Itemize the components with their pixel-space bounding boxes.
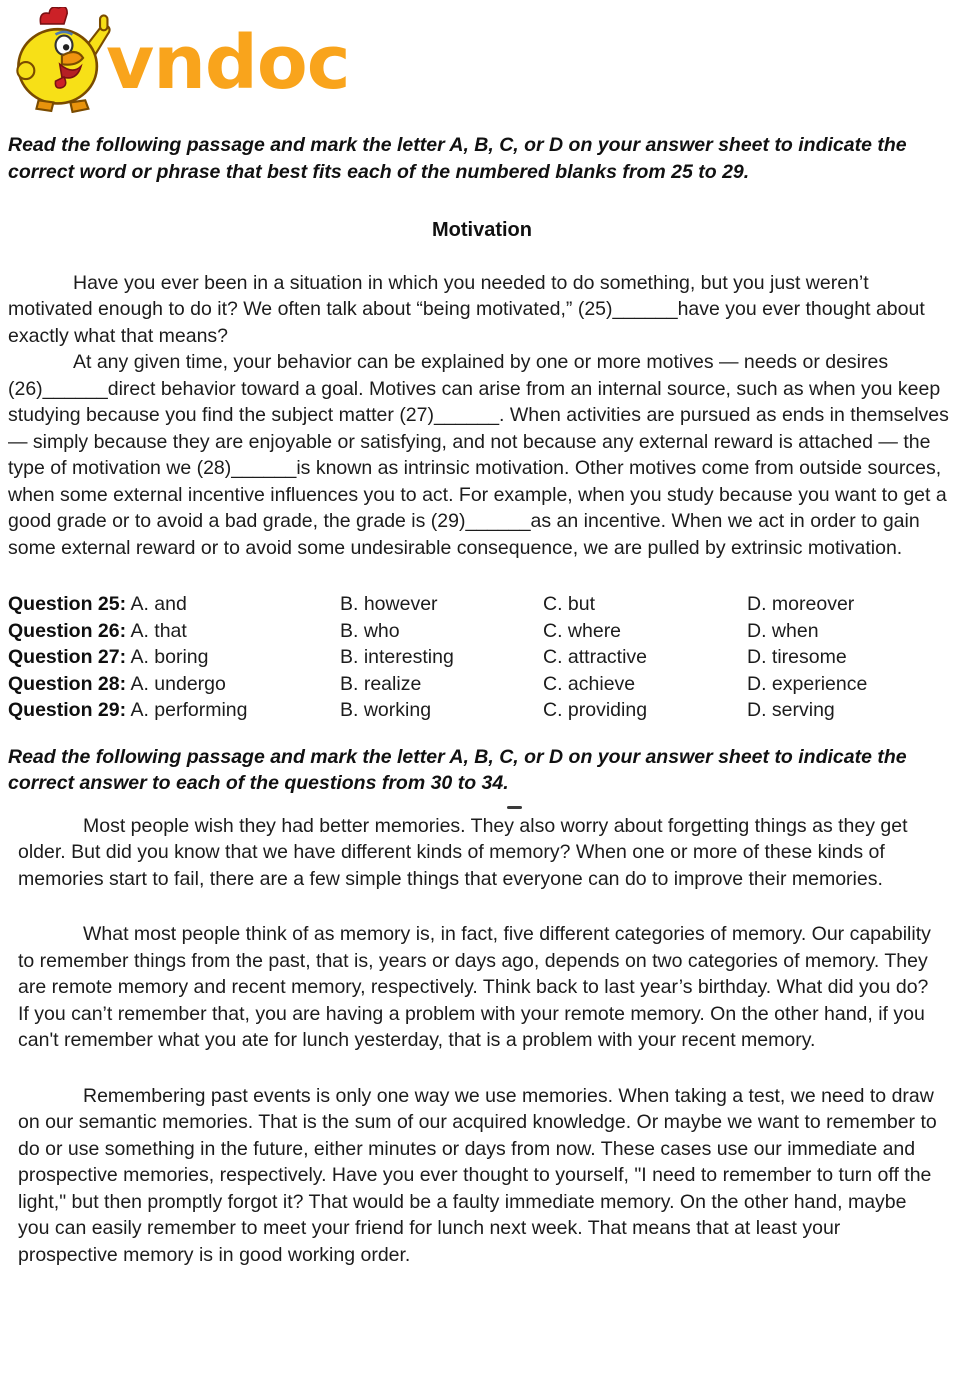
option-d: D. serving <box>747 699 835 721</box>
question-row-29 <box>8 697 956 724</box>
question-row-25 <box>8 591 956 618</box>
passage-title: Motivation <box>432 219 532 241</box>
option-c: C. providing <box>543 699 648 721</box>
scan-artifact-dash <box>507 806 522 809</box>
question-row-27 <box>8 644 956 671</box>
option-b: B. who <box>340 619 400 642</box>
question-29-cell-a <box>8 697 340 724</box>
option-b: B. however <box>340 593 438 615</box>
passage2-paragraph-2: What most people think of as memory is, in fact, five different categories of memory. Our capability to remember things from the past, that is, years or days ago, depends on two categories of memory. They are remote memory and recent memory, respectively. Think back to last year’s birthday. What did you do? If you can’t remember that, you are having a problem with your remote memory. On the other hand, if you can't remember what you ate for lunch yesterday, that is a problem with your recent memory. <box>18 923 931 1051</box>
option-d: D. when <box>747 619 819 642</box>
option-b: B. interesting <box>340 646 454 668</box>
passage2-paragraph-3: Remembering past events is only one way we use memories. When taking a test, we need to draw on our semantic memories. That is the sum of our acquired knowledge. Or maybe we want to remember to do or use something in the future, either minutes or days from now. These cases use our immediate and prospective memories, respectively. Have you ever thought to yourself, "I need to remember to turn off the light," but then promptly forgot it? That would be a faulty immediate memory. On the other hand, maybe you can easily remember to meet your friend for lunch next week. That means that at least your prospective memory is in good working order. <box>18 1084 937 1266</box>
option-c: C. where <box>543 619 622 642</box>
option-a: A. performing <box>130 699 248 721</box>
passage2-paragraph-1 <box>18 813 938 893</box>
passage1-paragraph-2: At any given time, your behavior can be explained by one or more motives — needs or desires (26)______direct behavior toward a goal. Motives can arise from an internal source, such as when you keep studying because you find the subject matter (27)______. When activities are pursued as ends in themselves — simply because they are enjoyable or satisfying, and not because any external reward is attached — the type of motivation we (28)______is known as intrinsic motivation. Other motives come from outside sources, when some external incentive influences you to act. For example, when you study because you want to get a good grade or to avoid a bad grade, the grade is (29)______as an incentive. When we act in order to gain some external reward or to avoid some undesirable consequence, we are pulled by extrinsic motivation. <box>8 351 949 559</box>
passage2-paragraph-1-text: Most people wish they had better memories. They also worry about forgetting things as they get older. But did you know that we have different kinds of memory? When one or more of these kinds of memories start to fail, there are a few simple things that everyone can do to improve their memories. <box>18 814 908 890</box>
question-28-cell-a <box>8 671 340 698</box>
option-b: B. working <box>340 699 432 721</box>
question-label: Question 25: <box>8 593 127 615</box>
question-26-cell-a <box>8 618 340 645</box>
question-27-cell-a <box>8 644 340 671</box>
option-a: A. boring <box>130 646 209 668</box>
question-row-26 <box>8 618 956 645</box>
question-25-cell-a <box>8 591 340 618</box>
question-row-28 <box>8 671 956 698</box>
question-label: Question 28: <box>8 672 127 695</box>
option-d: D. experience <box>747 672 868 695</box>
option-d: D. tiresome <box>747 646 847 668</box>
question-label: Question 29: <box>8 699 127 721</box>
option-a: A. that <box>130 619 187 642</box>
option-c: C. attractive <box>543 646 648 668</box>
brand-header <box>8 6 956 114</box>
option-c: C. achieve <box>543 672 636 695</box>
question-label: Question 27: <box>8 646 127 668</box>
question-block <box>8 591 956 724</box>
section2-instruction: Read the following passage and mark the letter A, B, C, or D on your answer sheet to indicate the correct answer to each of the questions from 30 to 34. <box>8 745 907 794</box>
passage1-paragraph-1: Have you ever been in a situation in which you needed to do something, but you just weren’t motivated enough to do it? We often talk about “being motivated,” (25)______have you ever thought about exactly what that means? <box>8 271 925 347</box>
chicken-mascot-icon <box>8 7 120 113</box>
passage2-block <box>8 813 956 1269</box>
section1-instruction: Read the following passage and mark the letter A, B, C, or D on your answer sheet to indicate the correct word or phrase that best fits each of the numbered blanks from 25 to 29. <box>8 134 907 183</box>
option-d: D. moreover <box>747 593 855 615</box>
question-label: Question 26: <box>8 619 127 642</box>
option-b: B. realize <box>340 672 422 695</box>
brand-logo-text: vndoc <box>106 20 350 106</box>
option-c: C. but <box>543 593 596 615</box>
option-a: A. undergo <box>130 672 226 695</box>
option-a: A. and <box>130 593 187 615</box>
